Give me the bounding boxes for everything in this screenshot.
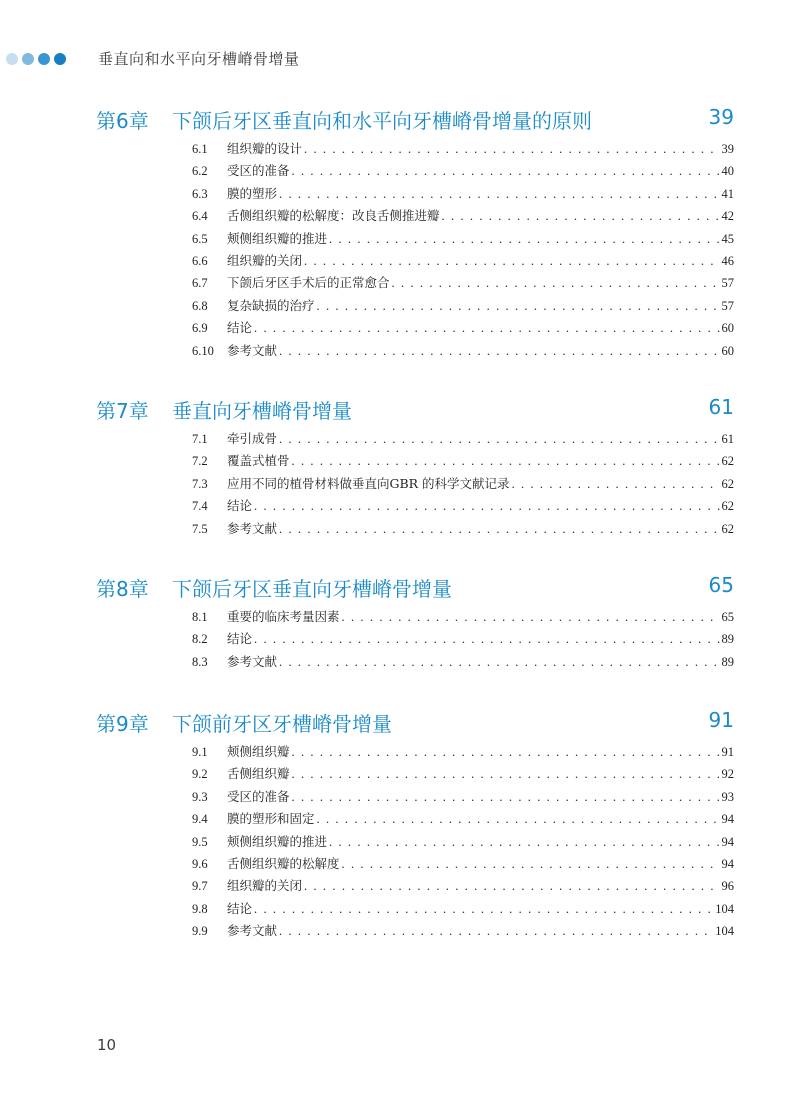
entry-row	[227, 228, 734, 250]
dot-leader	[442, 205, 720, 227]
entry-title: 组织瓣的关闭	[227, 878, 303, 894]
dot-leader	[304, 875, 719, 897]
toc-entry[interactable]	[0, 628, 790, 650]
entry-number: 9.8	[192, 901, 208, 916]
entry-title: 颊侧组织瓣	[227, 744, 290, 759]
chapter-title: 下颌后牙区垂直向牙槽嵴骨增量	[172, 577, 452, 601]
entry-page: 89	[721, 654, 734, 669]
dot-icon	[38, 53, 50, 65]
entry-page: 62	[721, 454, 734, 469]
entry-page: 104	[715, 924, 734, 939]
chapter-section	[0, 393, 790, 540]
entry-page: 94	[721, 812, 734, 827]
dot-leader	[292, 741, 720, 763]
entry-row	[227, 160, 734, 182]
entry-title: 结论	[227, 631, 253, 647]
entry-page: 93	[721, 789, 734, 804]
toc-entry[interactable]	[0, 340, 790, 362]
entry-number: 9.2	[192, 767, 208, 782]
dot-leader	[292, 763, 720, 785]
entry-number: 8.3	[192, 654, 208, 669]
dot-leader	[512, 473, 720, 495]
entry-list	[0, 606, 790, 673]
dot-icon	[54, 53, 66, 65]
toc-entry[interactable]	[0, 853, 790, 875]
entry-title: 颊侧组织瓣的推进	[227, 230, 328, 246]
entry-title: 下颌后牙区手术后的正常愈合	[227, 275, 390, 291]
dot-leader	[279, 340, 719, 362]
chapter-heading[interactable]	[0, 103, 790, 135]
chapter-section	[0, 571, 790, 673]
entry-title: 膜的塑形	[227, 185, 278, 201]
entry-row	[227, 808, 734, 830]
dot-icon	[6, 53, 18, 65]
dot-leader	[304, 138, 719, 160]
entry-title: 结论	[227, 900, 253, 916]
entry-page: 40	[721, 164, 734, 179]
entry-number: 9.7	[192, 879, 208, 894]
toc-entry[interactable]	[0, 183, 790, 205]
dot-leader	[279, 651, 719, 673]
toc-entry[interactable]	[0, 250, 790, 272]
toc-entry[interactable]	[0, 518, 790, 540]
entry-page: 45	[721, 231, 734, 246]
chapter-number: 第9章	[96, 712, 149, 736]
toc-entry[interactable]	[0, 875, 790, 897]
chapter-page: 65	[708, 573, 734, 597]
entry-number: 6.1	[192, 142, 208, 156]
toc-entry[interactable]	[0, 138, 790, 160]
toc-entry[interactable]	[0, 495, 790, 517]
entry-number: 9.4	[192, 812, 208, 827]
entry-page: 46	[721, 253, 734, 268]
entry-row	[227, 628, 734, 650]
chapter-title: 下颌前牙区牙槽嵴骨增量	[172, 712, 392, 736]
entry-number: 6.7	[192, 276, 208, 291]
toc-entry[interactable]	[0, 831, 790, 853]
entry-page: 96	[721, 879, 734, 894]
chapter-title: 下颌后牙区垂直向和水平向牙槽嵴骨增量的原则	[172, 109, 592, 133]
toc-entry[interactable]	[0, 160, 790, 182]
entry-page: 104	[715, 901, 734, 916]
entry-number: 6.9	[192, 321, 208, 336]
dot-leader	[254, 898, 713, 920]
entry-number: 9.1	[192, 745, 208, 759]
toc-entry[interactable]	[0, 272, 790, 294]
entry-title: 舌侧组织瓣的松解度	[227, 855, 340, 871]
entry-row	[227, 495, 734, 517]
entry-title: 膜的塑形和固定	[227, 811, 315, 827]
entry-row	[227, 920, 734, 942]
entry-number: 9.6	[192, 856, 208, 871]
entry-number: 9.9	[192, 924, 208, 939]
toc-entry[interactable]	[0, 786, 790, 808]
entry-page: 62	[721, 476, 734, 491]
entry-title: 受区的准备	[227, 788, 290, 804]
toc-entry[interactable]	[0, 205, 790, 227]
entry-row	[227, 317, 734, 339]
entry-title: 受区的准备	[227, 163, 290, 179]
entry-page: 42	[721, 209, 734, 224]
dot-leader	[342, 606, 720, 628]
entry-title: 复杂缺损的治疗	[227, 297, 315, 313]
entry-row	[227, 651, 734, 673]
entry-title: 参考文献	[227, 653, 278, 669]
entry-page: 62	[721, 521, 734, 536]
dot-leader	[254, 628, 719, 650]
chapter-page: 61	[708, 395, 734, 419]
entry-row	[227, 898, 734, 920]
entry-title: 应用不同的植骨材料做垂直向GBR 的科学文献记录	[227, 475, 510, 491]
entry-page: 65	[721, 610, 734, 624]
dot-leader	[292, 450, 720, 472]
entry-row	[227, 250, 734, 272]
entry-number: 6.6	[192, 253, 208, 268]
running-title: 垂直向和水平向牙槽嵴骨增量	[98, 50, 300, 68]
entry-page: 60	[721, 343, 734, 358]
chapter-page: 39	[708, 105, 734, 129]
entry-page: 89	[721, 632, 734, 647]
entry-title: 组织瓣的关闭	[227, 252, 303, 268]
entry-number: 9.3	[192, 789, 208, 804]
entry-number: 6.4	[192, 209, 208, 224]
entry-row	[227, 763, 734, 785]
entry-row	[227, 875, 734, 897]
dot-leader	[317, 295, 720, 317]
dot-leader	[279, 920, 713, 942]
entry-title: 舌侧组织瓣的松解度：改良舌侧推进瓣	[227, 208, 440, 224]
entry-title: 结论	[227, 320, 253, 336]
entry-row	[227, 518, 734, 540]
toc-entry[interactable]	[0, 606, 790, 628]
entry-row	[227, 473, 734, 495]
toc-entry[interactable]	[0, 428, 790, 450]
dot-leader	[329, 831, 719, 853]
chapter-section	[0, 706, 790, 943]
dot-icon	[22, 53, 34, 65]
toc-entry[interactable]	[0, 228, 790, 250]
entry-title: 重要的临床考量因素	[227, 609, 340, 624]
entry-number: 6.5	[192, 231, 208, 246]
chapter-heading[interactable]	[0, 706, 790, 738]
dot-leader	[304, 250, 719, 272]
toc-entry[interactable]	[0, 808, 790, 830]
entry-title: 参考文献	[227, 923, 278, 939]
entry-number: 6.3	[192, 186, 208, 201]
dot-leader	[329, 228, 719, 250]
entry-number: 6.8	[192, 298, 208, 313]
chapter-number: 第8章	[96, 577, 149, 601]
dot-leader	[392, 272, 720, 294]
entry-page: 57	[721, 298, 734, 313]
entry-page: 60	[721, 321, 734, 336]
chapter-number: 第7章	[96, 399, 149, 423]
toc-entry[interactable]	[0, 741, 790, 763]
chapter-number: 第6章	[96, 109, 149, 133]
entry-number: 7.5	[192, 521, 208, 536]
dot-leader	[279, 183, 719, 205]
entry-number: 7.2	[192, 454, 208, 469]
entry-page: 62	[721, 499, 734, 514]
chapter-page: 91	[708, 708, 734, 732]
entry-title: 结论	[227, 498, 253, 514]
entry-page: 94	[721, 834, 734, 849]
entry-list	[0, 138, 790, 362]
entry-number: 9.5	[192, 834, 208, 849]
entry-title: 参考文献	[227, 520, 278, 536]
toc-entry[interactable]	[0, 473, 790, 495]
entry-row	[227, 831, 734, 853]
entry-row	[227, 295, 734, 317]
dot-leader	[279, 518, 719, 540]
entry-title: 参考文献	[227, 342, 278, 358]
dot-leader	[292, 160, 720, 182]
toc-entry[interactable]	[0, 763, 790, 785]
entry-row	[227, 853, 734, 875]
entry-title: 颊侧组织瓣的推进	[227, 833, 328, 849]
entry-row	[227, 450, 734, 472]
entry-title: 牵引成骨	[227, 431, 278, 446]
entry-page: 94	[721, 856, 734, 871]
dot-leader	[279, 428, 719, 450]
entry-number: 7.3	[192, 476, 208, 491]
chapter-heading[interactable]	[0, 393, 790, 425]
entry-row	[227, 786, 734, 808]
toc-entry[interactable]	[0, 317, 790, 339]
entry-row	[227, 272, 734, 294]
toc-entry[interactable]	[0, 920, 790, 942]
entry-page: 61	[721, 432, 734, 446]
entry-page: 91	[721, 745, 734, 759]
running-header	[0, 44, 790, 74]
entry-row	[227, 183, 734, 205]
entry-number: 6.2	[192, 164, 208, 179]
entry-number: 7.4	[192, 499, 208, 514]
entry-page: 39	[721, 142, 734, 156]
toc-entry[interactable]	[0, 295, 790, 317]
entry-number: 7.1	[192, 432, 208, 446]
chapter-title: 垂直向牙槽嵴骨增量	[172, 399, 352, 423]
entry-list	[0, 428, 790, 540]
toc-entry[interactable]	[0, 898, 790, 920]
dot-leader	[342, 853, 720, 875]
entry-number: 8.1	[192, 610, 208, 624]
toc-entry[interactable]	[0, 450, 790, 472]
entry-number: 6.10	[192, 343, 214, 358]
entry-row	[227, 205, 734, 227]
dot-leader	[254, 495, 719, 517]
entry-title: 覆盖式植骨	[227, 453, 290, 469]
toc-entry[interactable]	[0, 651, 790, 673]
entry-number: 8.2	[192, 632, 208, 647]
entry-row	[227, 340, 734, 362]
entry-page: 57	[721, 276, 734, 291]
entry-list	[0, 741, 790, 943]
entry-title: 组织瓣的设计	[227, 141, 303, 156]
entry-row	[227, 741, 734, 763]
entry-page: 92	[721, 767, 734, 782]
chapter-section	[0, 103, 790, 362]
entry-row	[227, 428, 734, 450]
dot-leader	[254, 317, 719, 339]
entry-row	[227, 606, 734, 628]
entry-page: 41	[721, 186, 734, 201]
chapter-heading[interactable]	[0, 571, 790, 603]
dot-leader	[317, 808, 720, 830]
entry-row	[227, 138, 734, 160]
dot-leader	[292, 786, 720, 808]
page-number: 10	[97, 1036, 117, 1054]
entry-title: 舌侧组织瓣	[227, 766, 290, 782]
